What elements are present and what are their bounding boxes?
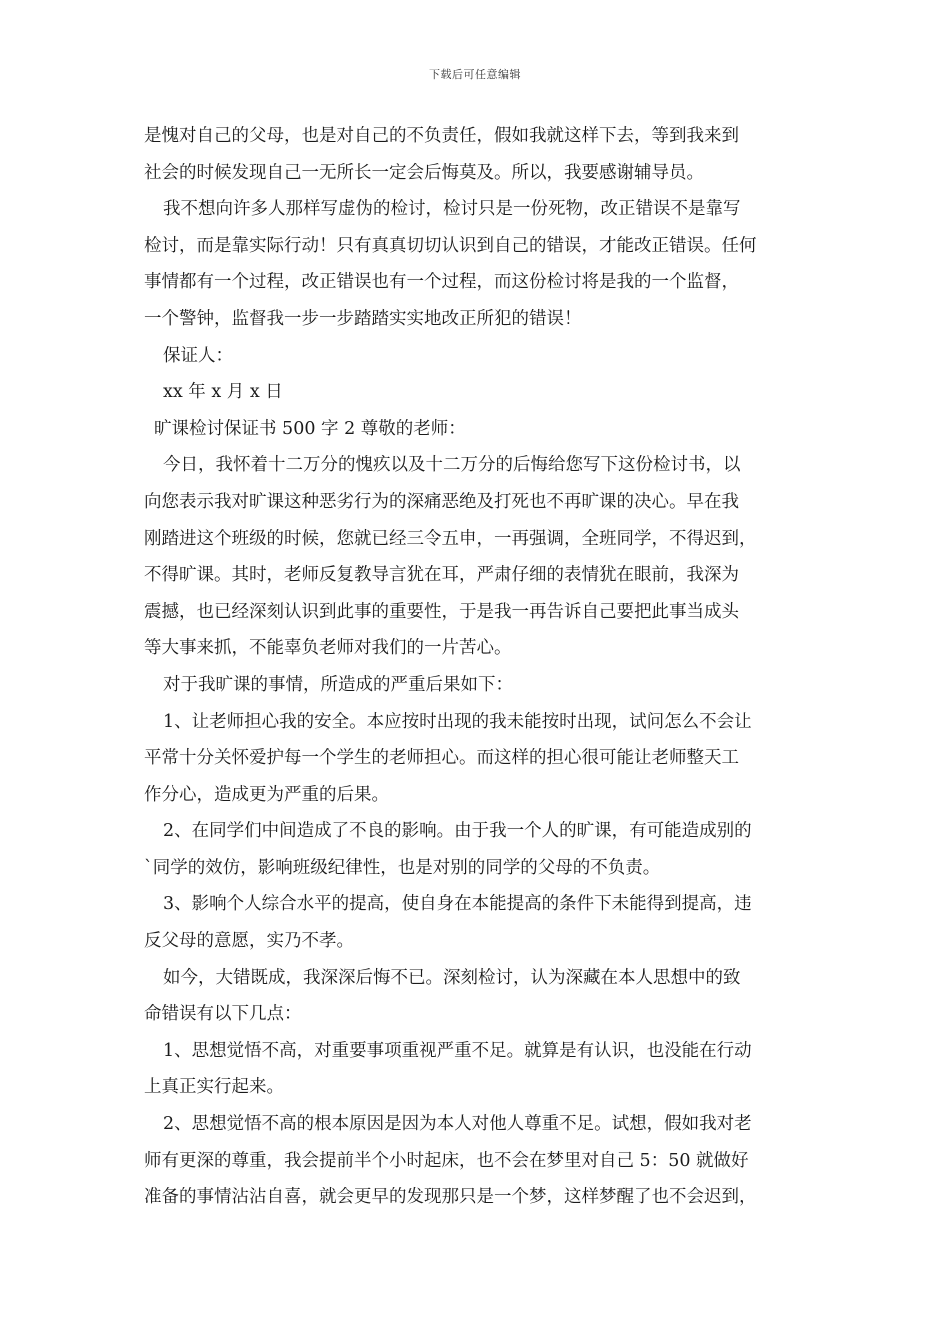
text-line: 社会的时候发现自己一无所长一定会后悔莫及。所以，我要感谢辅导员。 (144, 162, 704, 183)
text-line: `同学的效仿，影响班级纪律性，也是对别的同学的父母的不负责。 (144, 857, 661, 878)
signature-label: 保证人： (163, 345, 233, 366)
text-line: 一个警钟，监督我一步一步踏踏实实地改正所犯的错误！ (144, 308, 582, 329)
text-line: 平常十分关怀爱护每一个学生的老师担心。而这样的担心很可能让老师整天工 (144, 748, 739, 769)
text-line: 师有更深的尊重，我会提前半个小时起床，也不会在梦里对自己 5：50 就做好 (144, 1150, 749, 1171)
text-line: 事情都有一个过程，改正错误也有一个过程，而这份检讨将是我的一个监督， (144, 272, 739, 293)
list-item: 1、思想觉悟不高，对重要事项重视严重不足。就算是有认识，也没能在行动 (163, 1040, 752, 1061)
text-line: 等大事来抓，不能辜负老师对我们的一片苦心。 (144, 638, 512, 659)
text-line: 上真正实行起来。 (144, 1077, 284, 1098)
list-item: 1、让老师担心我的安全。本应按时出现的我未能按时出现，试问怎么不会让 (163, 711, 752, 732)
text-line: 今日，我怀着十二万分的愧疚以及十二万分的后悔给您写下这份检讨书，以 (163, 455, 741, 476)
list-item: 2、思想觉悟不高的根本原因是因为本人对他人尊重不足。试想，假如我对老 (163, 1114, 752, 1135)
text-line: 对于我旷课的事情，所造成的严重后果如下： (163, 674, 513, 695)
text-line: 刚踏进这个班级的时候，您就已经三令五申，一再强调，全班同学，不得迟到， (144, 528, 757, 549)
section-title: 旷课检讨保证书 500 字 2 尊敬的老师： (154, 418, 466, 439)
text-line: 准备的事情沾沾自喜，就会更早的发现那只是一个梦，这样梦醒了也不会迟到， (144, 1187, 757, 1208)
list-item: 3、影响个人综合水平的提高，使自身在本能提高的条件下未能得到提高，违 (163, 894, 752, 915)
text-line: 如今，大错既成，我深深后悔不已。深刻检讨，认为深藏在本人思想中的致 (163, 967, 741, 988)
signature-date: xx 年 x 月 x 日 (163, 382, 283, 403)
text-line: 命错误有以下几点： (144, 1004, 302, 1025)
text-line: 我不想向许多人那样写虚伪的检讨，检讨只是一份死物，改正错误不是靠写 (163, 199, 741, 220)
document-body (144, 118, 816, 1216)
text-line: 作分心，造成更为严重的后果。 (144, 784, 389, 805)
text-line: 不得旷课。其时，老师反复教导言犹在耳，严肃仔细的表情犹在眼前，我深为 (144, 565, 739, 586)
text-line: 反父母的意愿，实乃不孝。 (144, 931, 354, 952)
header-note: 下载后可任意编辑 (429, 68, 521, 81)
text-line: 震撼，也已经深刻认识到此事的重要性，于是我一再告诉自己要把此事当成头 (144, 601, 739, 622)
text-line: 是愧对自己的父母，也是对自己的不负责任，假如我就这样下去，等到我来到 (144, 126, 739, 146)
list-item: 2、在同学们中间造成了不良的影响。由于我一个人的旷课，有可能造成别的 (163, 821, 752, 842)
text-line: 检讨，而是靠实际行动！只有真真切切认识到自己的错误，才能改正错误。任何 (144, 235, 757, 256)
text-line: 向您表示我对旷课这种恶劣行为的深痛恶绝及打死也不再旷课的决心。早在我 (144, 491, 739, 512)
